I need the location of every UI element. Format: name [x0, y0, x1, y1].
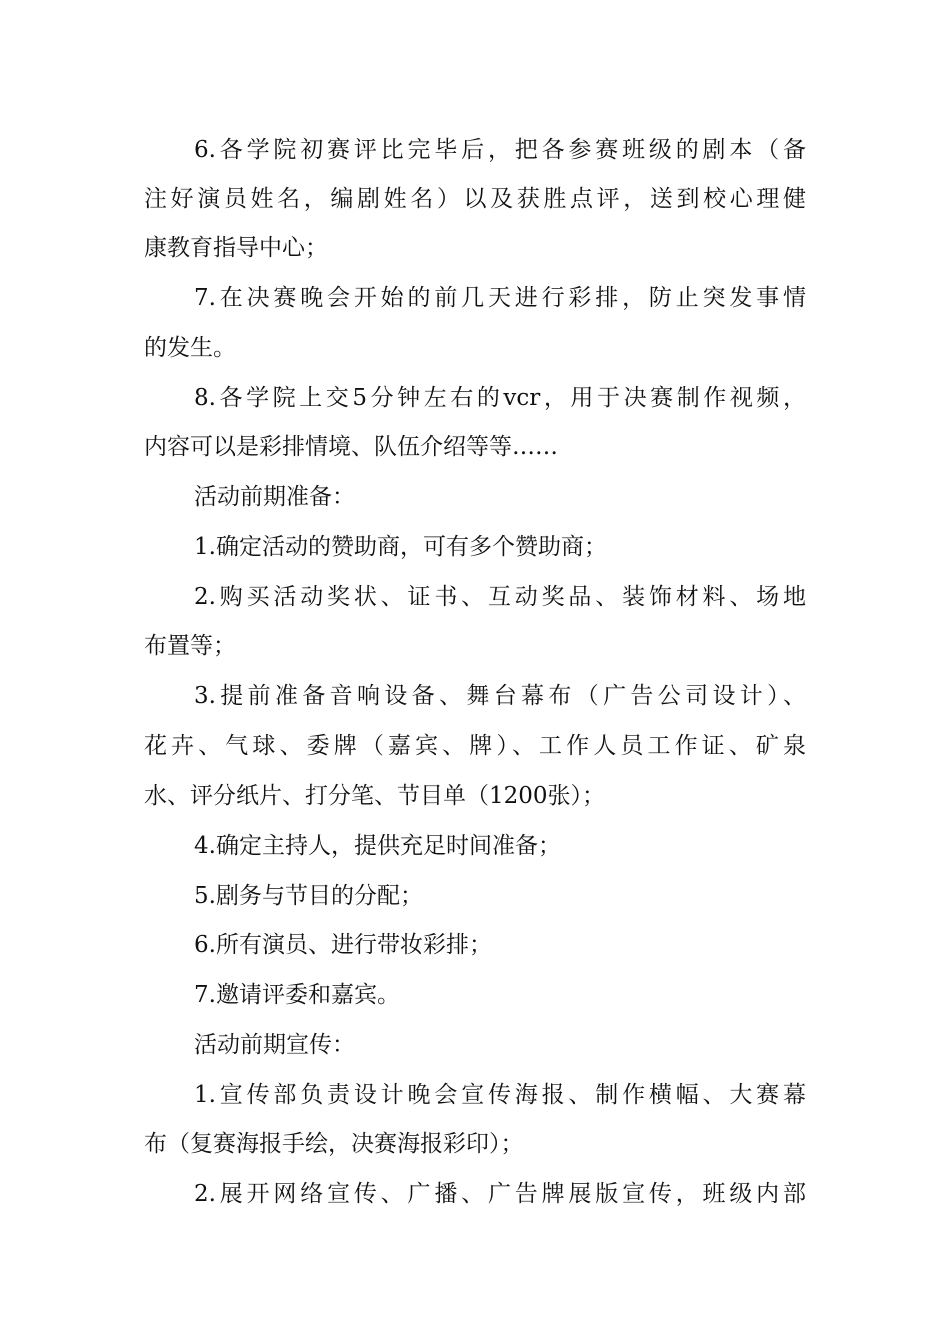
text-line: 花卉、气球、委牌（嘉宾、牌）、工作人员工作证、矿泉	[144, 733, 806, 759]
text-line: 4.确定主持人，提供充足时间准备；	[194, 833, 561, 859]
text-line: 6.各学院初赛评比完毕后，把各参赛班级的剧本（备	[194, 137, 806, 163]
text-line: 康教育指导中心；	[144, 235, 328, 261]
section-heading: 活动前期宣传：	[194, 1032, 355, 1058]
text-line: 6.所有演员、进行带妆彩排；	[194, 932, 492, 958]
text-line: 3.提前准备音响设备、舞台幕布（广告公司设计）、	[194, 683, 806, 709]
text-line: 注好演员姓名，编剧姓名）以及获胜点评，送到校心理健	[144, 186, 806, 212]
text-line: 的发生。	[144, 335, 236, 361]
text-line: 布（复赛海报手绘，决赛海报彩印）；	[144, 1131, 524, 1157]
text-line: 8.各学院上交5分钟左右的vcr，用于决赛制作视频，	[194, 385, 806, 411]
text-line: 2.展开网络宣传、广播、广告牌展版宣传，班级内部	[194, 1181, 806, 1207]
text-line: 7.在决赛晚会开始的前几天进行彩排，防止突发事情	[194, 285, 806, 311]
text-line: 水、评分纸片、打分笔、节目单（1200张）；	[144, 783, 606, 809]
text-line: 内容可以是彩排情境、队伍介绍等等……	[144, 434, 558, 460]
text-line: 1.确定活动的赞助商，可有多个赞助商；	[194, 534, 607, 560]
section-heading: 活动前期准备：	[194, 484, 355, 510]
text-line: 5.剧务与节目的分配；	[194, 883, 423, 909]
text-line: 7.邀请评委和嘉宾。	[194, 982, 400, 1008]
text-line: 1.宣传部负责设计晚会宣传海报、制作横幅、大赛幕	[194, 1082, 806, 1108]
text-line: 布置等；	[144, 633, 236, 659]
text-line: 2.购买活动奖状、证书、互动奖品、装饰材料、场地	[194, 584, 806, 610]
